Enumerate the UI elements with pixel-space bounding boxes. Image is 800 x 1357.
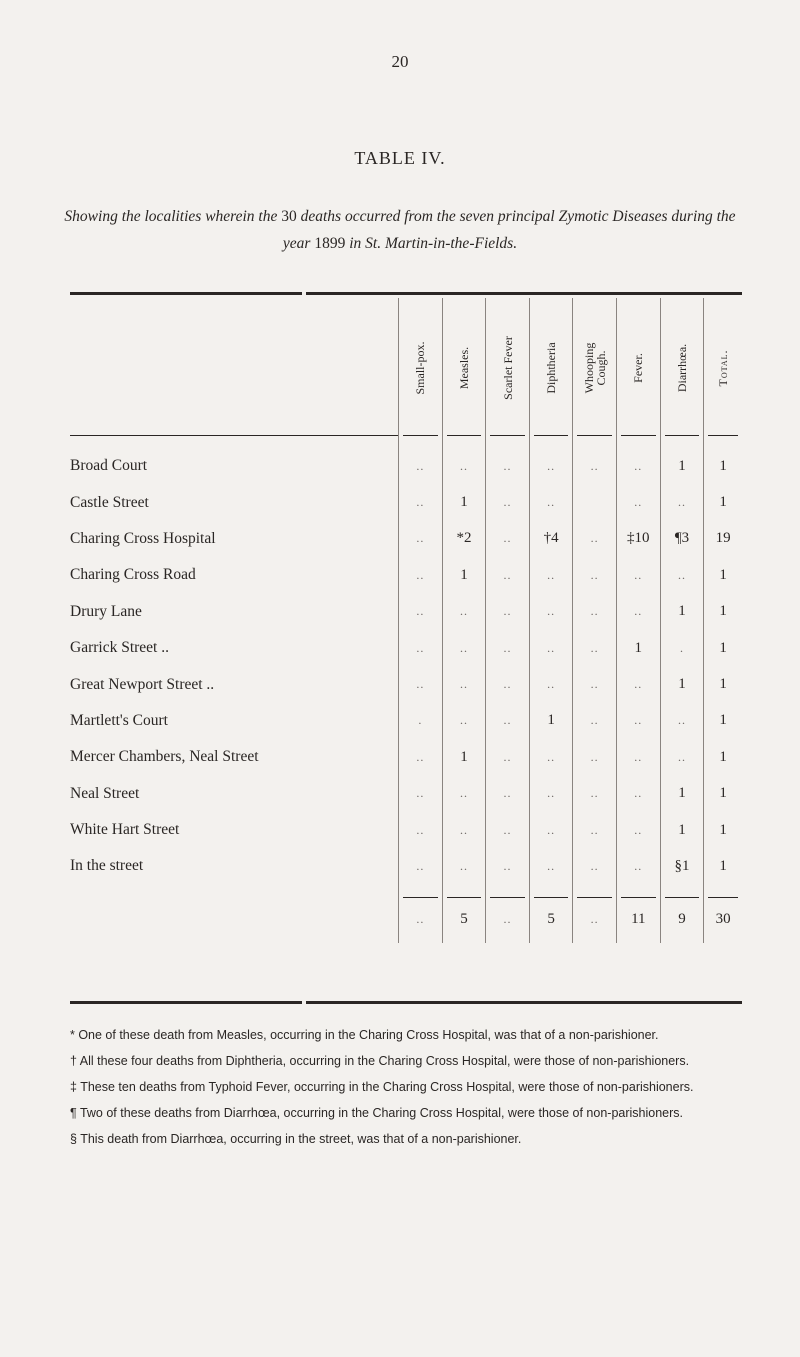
table-cell: §1 bbox=[660, 848, 704, 884]
col-header-diarrhoea: Diarrhœa. bbox=[660, 298, 704, 436]
table-cell: .. bbox=[399, 630, 443, 666]
table-cell: .. bbox=[399, 557, 443, 593]
table-cell: .. bbox=[486, 848, 530, 884]
table-cell: .. bbox=[573, 630, 617, 666]
table-cell: .. bbox=[616, 703, 660, 739]
table-cell: .. bbox=[616, 812, 660, 848]
caption-part-2: deaths occurred from the seven principal Zymotic Diseases during the year bbox=[282, 208, 736, 252]
footnote: § This death from Diarrhœa, occurring in the street, was that of a non-parishioner. bbox=[70, 1132, 522, 1146]
table-cell: .. bbox=[486, 776, 530, 812]
table-cell: .. bbox=[486, 630, 530, 666]
table-row bbox=[70, 848, 742, 884]
table-cell: .. bbox=[442, 812, 486, 848]
top-rule-right bbox=[306, 292, 742, 295]
total-cell bbox=[660, 897, 704, 943]
total-value: .. bbox=[503, 912, 512, 927]
table-cell: .. bbox=[486, 739, 530, 775]
table-cell: 19 bbox=[704, 521, 742, 557]
locality-label: Charing Cross Road bbox=[70, 566, 196, 584]
table-cell: .. bbox=[529, 484, 573, 520]
table-cell: .. bbox=[399, 776, 443, 812]
table-cell: .. bbox=[616, 666, 660, 702]
table-cell: 1 bbox=[704, 484, 742, 520]
table-cell: .. bbox=[573, 848, 617, 884]
table-cell: .. bbox=[442, 594, 486, 630]
table-cell: .. bbox=[486, 703, 530, 739]
caption-part-1: Showing the localities wherein the bbox=[64, 208, 278, 225]
footnotes bbox=[52, 1027, 752, 1157]
locality-label: Martlett's Court bbox=[70, 711, 168, 729]
table-cell: 1 bbox=[704, 848, 742, 884]
footnote: ¶ Two of these deaths from Diarrhœa, occurring in the Charing Cross Hospital, were those of non-parishioners. bbox=[70, 1106, 684, 1120]
table-cell: .. bbox=[660, 739, 704, 775]
total-value: 30 bbox=[715, 911, 731, 928]
table-cell: .. bbox=[529, 812, 573, 848]
table-cell: 1 bbox=[704, 776, 742, 812]
bottom-rule-left bbox=[70, 1001, 302, 1004]
header-row bbox=[70, 298, 742, 436]
table-caption bbox=[50, 203, 750, 257]
table-cell bbox=[573, 484, 617, 520]
table-cell: .. bbox=[573, 703, 617, 739]
total-value: 5 bbox=[547, 911, 555, 928]
table-cell: 1 bbox=[704, 812, 742, 848]
footnote: ‡ These ten deaths from Typhoid Fever, occurring in the Charing Cross Hospital, were those of non-parishioners. bbox=[70, 1080, 694, 1094]
total-cell bbox=[486, 897, 530, 943]
table-cell: .. bbox=[399, 739, 443, 775]
table-cell: .. bbox=[486, 448, 530, 484]
table-row bbox=[70, 594, 742, 630]
table-cell: .. bbox=[573, 776, 617, 812]
total-value: 9 bbox=[678, 911, 686, 928]
locality-label: Garrick Street .. bbox=[70, 639, 169, 657]
table-row bbox=[70, 484, 742, 520]
table-cell: 1 bbox=[660, 448, 704, 484]
table-cell: .. bbox=[529, 594, 573, 630]
table-cell: .. bbox=[660, 484, 704, 520]
page-number: 20 bbox=[391, 52, 409, 71]
table-cell: 1 bbox=[660, 812, 704, 848]
locality-label: In the street bbox=[70, 857, 144, 875]
table-cell: 1 bbox=[660, 594, 704, 630]
table-cell: .. bbox=[660, 703, 704, 739]
col-header-whooping-cough: Whooping Cough. bbox=[573, 298, 617, 436]
table-cell: .. bbox=[442, 776, 486, 812]
locality-label: White Hart Street bbox=[70, 821, 180, 839]
table-row bbox=[70, 557, 742, 593]
table-cell: 1 bbox=[704, 703, 742, 739]
table-row bbox=[70, 630, 742, 666]
table-cell: 1 bbox=[660, 776, 704, 812]
table-cell: .. bbox=[616, 557, 660, 593]
table-cell: .. bbox=[660, 557, 704, 593]
table-row bbox=[70, 812, 742, 848]
table-cell: 1 bbox=[442, 739, 486, 775]
table-cell: .. bbox=[442, 848, 486, 884]
table-cell: †4 bbox=[529, 521, 573, 557]
table-cell: .. bbox=[442, 703, 486, 739]
table-cell: 1 bbox=[704, 448, 742, 484]
table-cell: .. bbox=[529, 666, 573, 702]
table-cell: .. bbox=[616, 448, 660, 484]
table-cell: .. bbox=[442, 448, 486, 484]
total-cell bbox=[704, 897, 742, 943]
table-cell: *2 bbox=[442, 521, 486, 557]
table-row bbox=[70, 666, 742, 702]
col-header-scarlet-fever: Scarlet Fever bbox=[486, 298, 530, 436]
table-cell: .. bbox=[399, 521, 443, 557]
table-cell: .. bbox=[486, 666, 530, 702]
table-cell: .. bbox=[573, 521, 617, 557]
col-header-measles: Measles. bbox=[442, 298, 486, 436]
locality-label: Drury Lane bbox=[70, 602, 142, 620]
caption-part-3: in St. Martin-in-the-Fields. bbox=[349, 235, 518, 252]
table-cell: .. bbox=[399, 812, 443, 848]
place-header bbox=[70, 298, 399, 436]
table-cell: . bbox=[399, 703, 443, 739]
totals-row bbox=[70, 897, 742, 943]
table-cell: 1 bbox=[704, 739, 742, 775]
table-cell: 1 bbox=[442, 484, 486, 520]
table-cell: .. bbox=[573, 594, 617, 630]
table-cell: .. bbox=[529, 448, 573, 484]
table-cell: .. bbox=[529, 739, 573, 775]
col-header-fever: Fever. bbox=[616, 298, 660, 436]
total-cell bbox=[573, 897, 617, 943]
table-cell: ‡10 bbox=[616, 521, 660, 557]
table-cell: .. bbox=[486, 484, 530, 520]
caption-deaths: 30 bbox=[281, 208, 297, 225]
table-cell: .. bbox=[616, 484, 660, 520]
deaths-table bbox=[70, 298, 742, 943]
locality-label: Great Newport Street .. bbox=[70, 675, 215, 693]
locality-label: Neal Street bbox=[70, 784, 140, 802]
col-header-diphtheria: Diphtheria bbox=[529, 298, 573, 436]
table-cell: .. bbox=[573, 448, 617, 484]
table-row bbox=[70, 521, 742, 557]
table-cell: .. bbox=[529, 776, 573, 812]
top-rule-left bbox=[70, 292, 302, 295]
table-cell: .. bbox=[616, 594, 660, 630]
col-header-smallpox: Small-pox. bbox=[399, 298, 443, 436]
total-cell bbox=[616, 897, 660, 943]
locality-label: Castle Street bbox=[70, 493, 149, 511]
table-cell: .. bbox=[486, 521, 530, 557]
locality-label: Broad Court bbox=[70, 457, 148, 475]
table-cell: .. bbox=[486, 812, 530, 848]
table-cell: .. bbox=[399, 848, 443, 884]
table-cell: .. bbox=[529, 630, 573, 666]
table-cell: .. bbox=[616, 848, 660, 884]
table-cell: 1 bbox=[442, 557, 486, 593]
table-cell: .. bbox=[486, 594, 530, 630]
table-row bbox=[70, 703, 742, 739]
table-cell: 1 bbox=[660, 666, 704, 702]
table-cell: .. bbox=[573, 557, 617, 593]
table-row bbox=[70, 739, 742, 775]
table-cell: .. bbox=[486, 557, 530, 593]
table-cell: .. bbox=[616, 776, 660, 812]
table-cell: .. bbox=[399, 666, 443, 702]
table-cell: .. bbox=[573, 739, 617, 775]
table-cell: .. bbox=[399, 594, 443, 630]
table-cell: .. bbox=[573, 666, 617, 702]
table-cell: . bbox=[660, 630, 704, 666]
table-cell: 1 bbox=[616, 630, 660, 666]
total-cell bbox=[399, 897, 443, 943]
table-cell: 1 bbox=[704, 666, 742, 702]
total-value: 11 bbox=[631, 911, 646, 928]
table-cell: 1 bbox=[529, 703, 573, 739]
table-cell: 1 bbox=[704, 557, 742, 593]
total-cell bbox=[442, 897, 486, 943]
table-cell: .. bbox=[442, 630, 486, 666]
table-cell: .. bbox=[529, 557, 573, 593]
table-cell: ¶3 bbox=[660, 521, 704, 557]
locality-label: Mercer Chambers, Neal Street bbox=[70, 748, 259, 766]
locality-label: Charing Cross Hospital bbox=[70, 529, 216, 547]
bottom-rule-right bbox=[306, 1001, 742, 1004]
footnote: * One of these death from Measles, occurring in the Charing Cross Hospital, was that of a non-parishioner. bbox=[70, 1028, 659, 1042]
total-value: .. bbox=[590, 912, 599, 927]
table-title: TABLE IV. bbox=[354, 148, 446, 168]
col-header-total: Total. bbox=[704, 298, 742, 436]
caption-year: 1899 bbox=[314, 235, 346, 252]
table-cell: .. bbox=[529, 848, 573, 884]
table-cell: .. bbox=[573, 812, 617, 848]
table-cell: 1 bbox=[704, 594, 742, 630]
table-cell: .. bbox=[442, 666, 486, 702]
table-row bbox=[70, 776, 742, 812]
total-value: 5 bbox=[460, 911, 468, 928]
table-cell: .. bbox=[616, 739, 660, 775]
table-cell: .. bbox=[399, 484, 443, 520]
footnote: † All these four deaths from Diphtheria, occurring in the Charing Cross Hospital, were those of non-parishioners. bbox=[70, 1054, 690, 1068]
table-cell: .. bbox=[399, 448, 443, 484]
total-cell bbox=[529, 897, 573, 943]
table-cell: 1 bbox=[704, 630, 742, 666]
total-value: .. bbox=[416, 912, 425, 927]
table-row bbox=[70, 448, 742, 484]
